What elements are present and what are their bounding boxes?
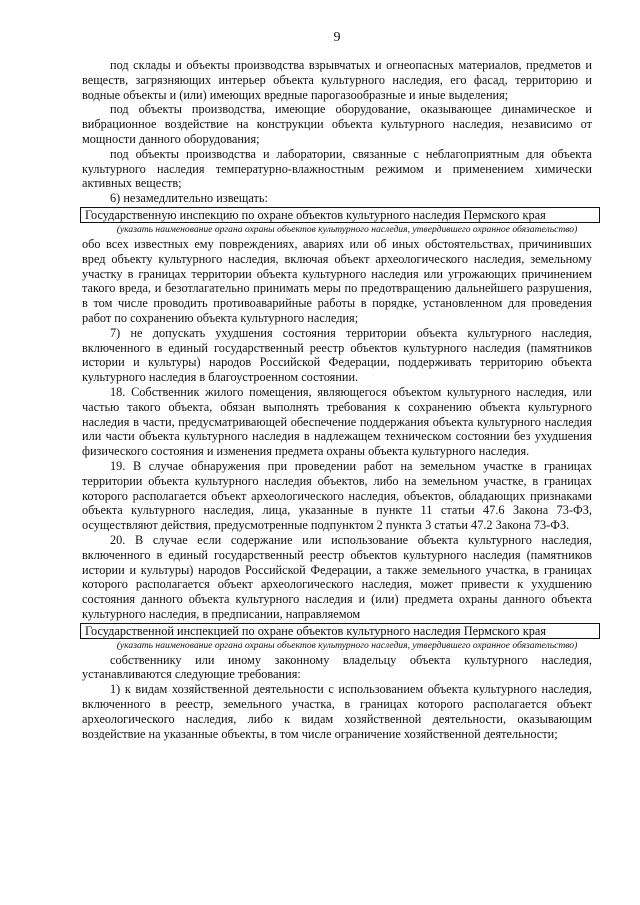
document-page [82, 30, 592, 741]
paragraph: 7) не допускать ухудшения состояния территории объекта культурного наследия, включенного в единый государственный реестр объектов культурного наследия (памятников истории и культуры) народов Российской Федерации, поддерживать территорию объекта культурного наследия в благоустроенном состоянии. [82, 325, 592, 385]
paragraph: собственнику или иному законному владельцу объекта культурного наследия, устанавливаются следующие требования: [82, 652, 592, 682]
field-caption: (указать наименование органа охраны объектов культурного наследия, утвердившего охранное обязательство) [116, 224, 578, 236]
paragraph: обо всех известных ему повреждениях, авариях или об иных обстоятельствах, причинивших вред объекту культурного наследия, включая объект археологического наследия, земельному участку в границах территории объекта культурного наследия или угрожающих причинением такого вреда, и безотлагательно принимать меры по предотвращению дальнейшего разрушения, в том числе проводить противоаварийные работы в порядке, установленном для проведения работ по сохранению объекта культурного наследия; [82, 236, 592, 325]
paragraph: 18. Собственник жилого помещения, являющегося объектом культурного наследия, или частью такого объекта, обязан выполнять требования к сохранению объекта культурного наследия в части, предусматривающей обеспечение поддержания объекта культурного наследия или части объекта культурного наследия в надлежащем техническом состоянии без ухудшения физического состояния и изменения предмета охраны объекта культурного наследия. [82, 384, 592, 459]
paragraph: 20. В случае если содержание или использование объекта культурного наследия, включенного в единый государственный реестр объектов культурного наследия (памятников истории и культуры) народов Российской Федерации, а также земельного участка, в границах которого располагается объект археологического наследия, может привести к ухудшению состояния данного объекта культурного наследия и (или) предмета охраны данного объекта культурного наследия, в предписании, направляемом [82, 532, 592, 621]
paragraph: 6) незамедлительно извещать: [110, 191, 268, 206]
paragraph: 1) к видам хозяйственной деятельности с использованием объекта культурного наследия, включенного в реестр, земельного участка, в границах которого располагается объект археологического наследия, либо к видам хозяйственной деятельности, оказывающим воздействие на указанные объекты, в том числе ограничение хозяйственной деятельности; [82, 682, 592, 741]
paragraph: под склады и объекты производства взрывчатых и огнеопасных материалов, предметов и веществ, загрязняющих интерьер объекта культурного наследия, его фасад, территорию и водные объекты и (или) имеющих вредные парогазообразные и иные выделения; [82, 58, 592, 102]
page-number: 9 [333, 30, 341, 45]
authority-field: Государственную инспекцию по охране объектов культурного наследия Пермского края [80, 207, 600, 224]
authority-field: Государственной инспекцией по охране объектов культурного наследия Пермского края [80, 623, 600, 640]
field-caption: (указать наименование органа охраны объектов культурного наследия, утвердившего охранное обязательство) [116, 640, 578, 652]
paragraph: под объекты производства, имеющие оборудование, оказывающее динамическое и вибрационное воздействие на конструкции объекта культурного наследия, независимо от мощности данного оборудования; [82, 102, 592, 146]
paragraph: под объекты производства и лаборатории, связанные с неблагоприятным для объекта культурного наследия температурно-влажностным режимом и применением химически активных веществ; [82, 146, 592, 191]
paragraph: 19. В случае обнаружения при проведении работ на земельном участке в границах территории объекта культурного наследия объектов, либо на земельном участке, в границах которого располагается объект археологического наследия, объектов, обладающих признаками объекта культурного наследия, лица, указанные в пункте 11 статьи 47.6 Закона 73-ФЗ, осуществляют действия, предусмотренные подпунктом 2 пункта 3 статьи 47.2 Закона 73-ФЗ. [82, 458, 592, 533]
